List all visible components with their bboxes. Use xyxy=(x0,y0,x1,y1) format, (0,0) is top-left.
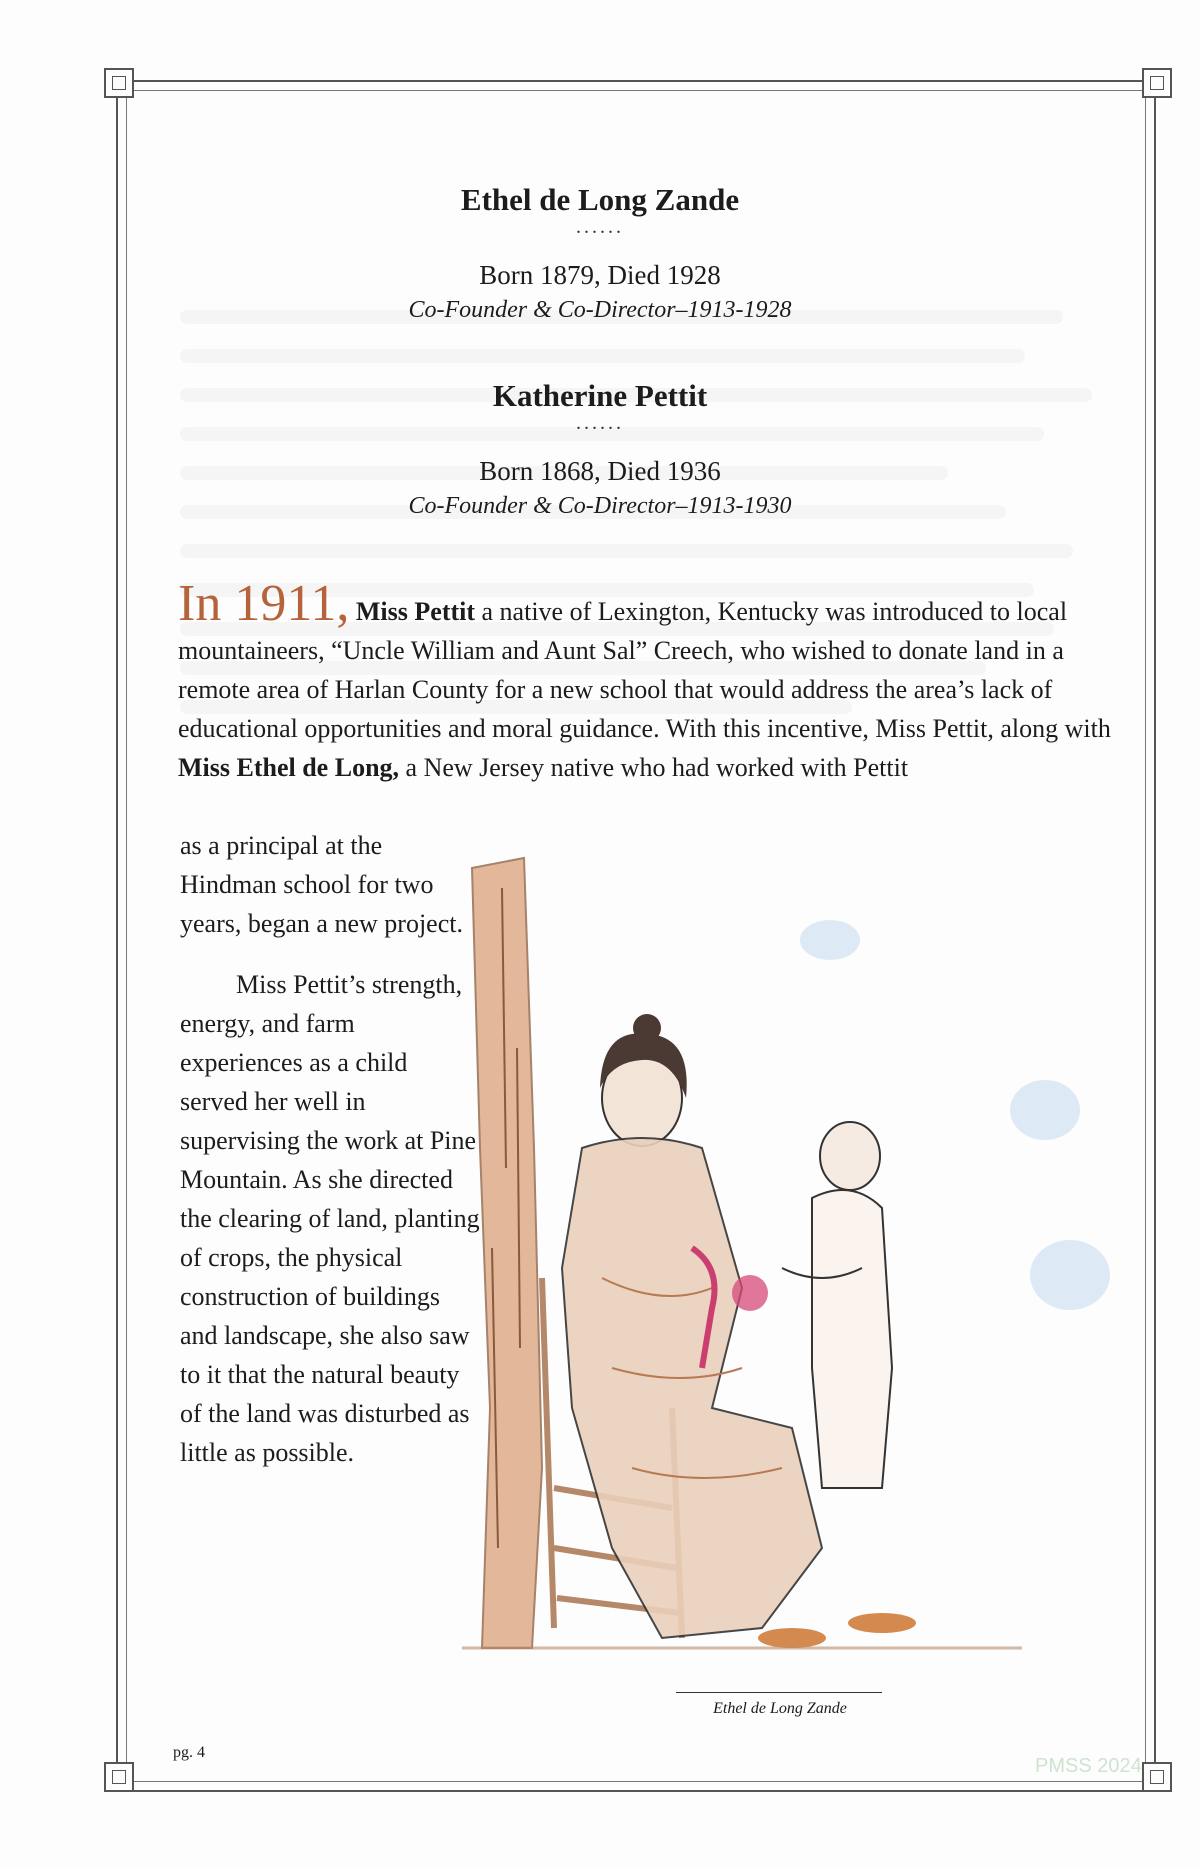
role-title: Co-Founder & Co-Director–1913-1928 xyxy=(408,297,792,323)
miss-ethel-name: Miss Ethel de Long, xyxy=(178,753,400,782)
person-heading-1 xyxy=(0,182,1200,324)
illustration-caption: Ethel de Long Zande xyxy=(713,1700,847,1717)
role-title: Co-Founder & Co-Director–1913-1930 xyxy=(408,493,792,519)
person-heading-2 xyxy=(0,378,1200,520)
border-corner-ornament xyxy=(1142,68,1172,98)
column-paragraph-2: Miss Pettit’s strength, energy, and farm experiences as a child served her well in supervising the work at Pine Mountain. As she directed the clearing of land, planting of crops, the physical construction of buildings and landscape, she also saw to it that the natural beauty of the land was disturbed as little as possible. xyxy=(180,970,480,1467)
life-dates: Born 1879, Died 1928 xyxy=(479,260,721,290)
intro-text-part1: a native of Lexington, Kentucky was introduced to local mountaineers, “Uncle William and Aunt Sal” Creech, who wished to donate land in a remote area of Harlan County for a new school that would address the area’s lack of educational opportunities and moral guidance. With this incentive, Miss Pettit, along with xyxy=(178,597,1111,743)
life-dates: Born 1868, Died 1936 xyxy=(479,456,721,486)
page-number: pg. 4 xyxy=(173,1744,205,1761)
person-name: Ethel de Long Zande xyxy=(460,182,740,217)
year-heading: In 1911, xyxy=(178,575,350,632)
narrow-text-column xyxy=(180,826,480,1472)
intro-text-part2: a New Jersey native who had worked with Pettit xyxy=(399,753,909,782)
dot-separator: ...... xyxy=(576,412,624,434)
sketch-illustration-woman-and-child xyxy=(462,848,1022,1668)
watermark-text: PMSS 2024 xyxy=(1035,1755,1142,1777)
dot-separator: ...... xyxy=(576,216,624,238)
border-corner-ornament xyxy=(1142,1762,1172,1792)
intro-paragraph xyxy=(178,575,1138,787)
blue-paint-smudge xyxy=(1030,1240,1110,1310)
column-paragraph-1: as a principal at the Hindman school for two years, began a new project. xyxy=(180,831,463,938)
caption-rule xyxy=(676,1692,882,1693)
miss-pettit-name: Miss Pettit xyxy=(355,597,476,626)
border-corner-ornament xyxy=(104,68,134,98)
person-name: Katherine Pettit xyxy=(492,378,708,413)
border-corner-ornament xyxy=(104,1762,134,1792)
